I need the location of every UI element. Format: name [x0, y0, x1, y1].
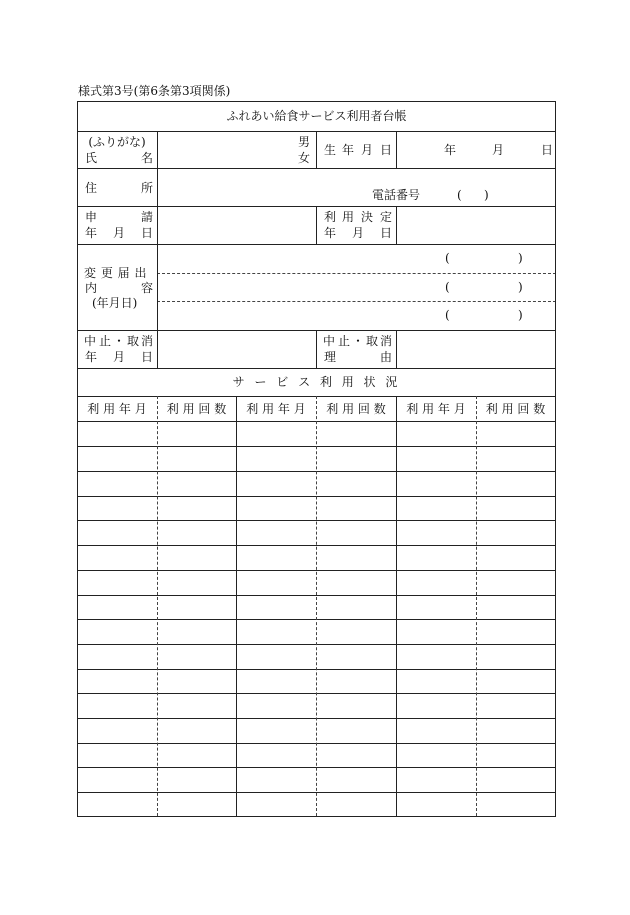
col-header-month-3: 利 用 年 月	[406, 402, 466, 416]
phone-label: 電話番号	[372, 188, 421, 202]
form-page: 様式第3号(第6条第3項関係) ふれあい給食サービス利用者台帳 (ふりがな) 氏 名 男 女 生 年 月 日 年 月 日 住 所 電話番号 ( ) 申 請 年 月 日 利 用 決 定 年 月 日 変 更 届 出 内 容 (年月日) ( ) ( ) ( ) 中 止 ・ 取 消 年 月 日 中 止 ・ 取 消 理 由 サ ー ビ ス 利 用 状 況 利 用 年 月 利 用 回 数 利 用 年 月 利 用 回 数 利 用 年 月 利 用 回 数	[0, 0, 630, 915]
address-field[interactable]	[158, 169, 554, 205]
phone-paren-open: (	[457, 188, 462, 202]
name-label-2: 名	[141, 151, 154, 165]
change-content-label-1: 内	[85, 281, 98, 295]
usage-records-grid[interactable]	[78, 422, 554, 815]
change-notice-label: 変 更 届 出	[84, 266, 147, 280]
name-label-1: 氏	[85, 151, 98, 165]
phone-paren-close: )	[484, 188, 489, 202]
usage-heading: サ ー ビ ス 利 用 状 況	[232, 375, 401, 389]
col-header-count-1: 利 用 回 数	[166, 402, 227, 416]
name-field[interactable]	[158, 132, 315, 167]
col-header-month-1: 利 用 年 月	[87, 402, 147, 416]
gender-male: 男	[298, 135, 311, 149]
cancel-date-field[interactable]	[158, 331, 315, 367]
col-header-month-2: 利 用 年 月	[246, 402, 306, 416]
address-label-2: 所	[141, 181, 154, 195]
col-header-count-3: 利 用 回 数	[485, 402, 546, 416]
form-number: 様式第3号(第6条第3項関係)	[78, 84, 231, 98]
cancel-reason-field[interactable]	[397, 331, 554, 367]
furigana-label: (ふりがな)	[88, 135, 146, 149]
change-date-label: (年月日)	[92, 296, 138, 310]
ledger-title: ふれあい給食サービス利用者台帳	[226, 109, 407, 123]
col-header-count-2: 利 用 回 数	[326, 402, 386, 416]
address-label-1: 住	[85, 181, 98, 195]
application-date-field[interactable]	[158, 207, 315, 243]
decision-date-field[interactable]	[397, 207, 554, 243]
change-content-label-2: 容	[141, 281, 154, 295]
gender-female: 女	[298, 151, 311, 165]
